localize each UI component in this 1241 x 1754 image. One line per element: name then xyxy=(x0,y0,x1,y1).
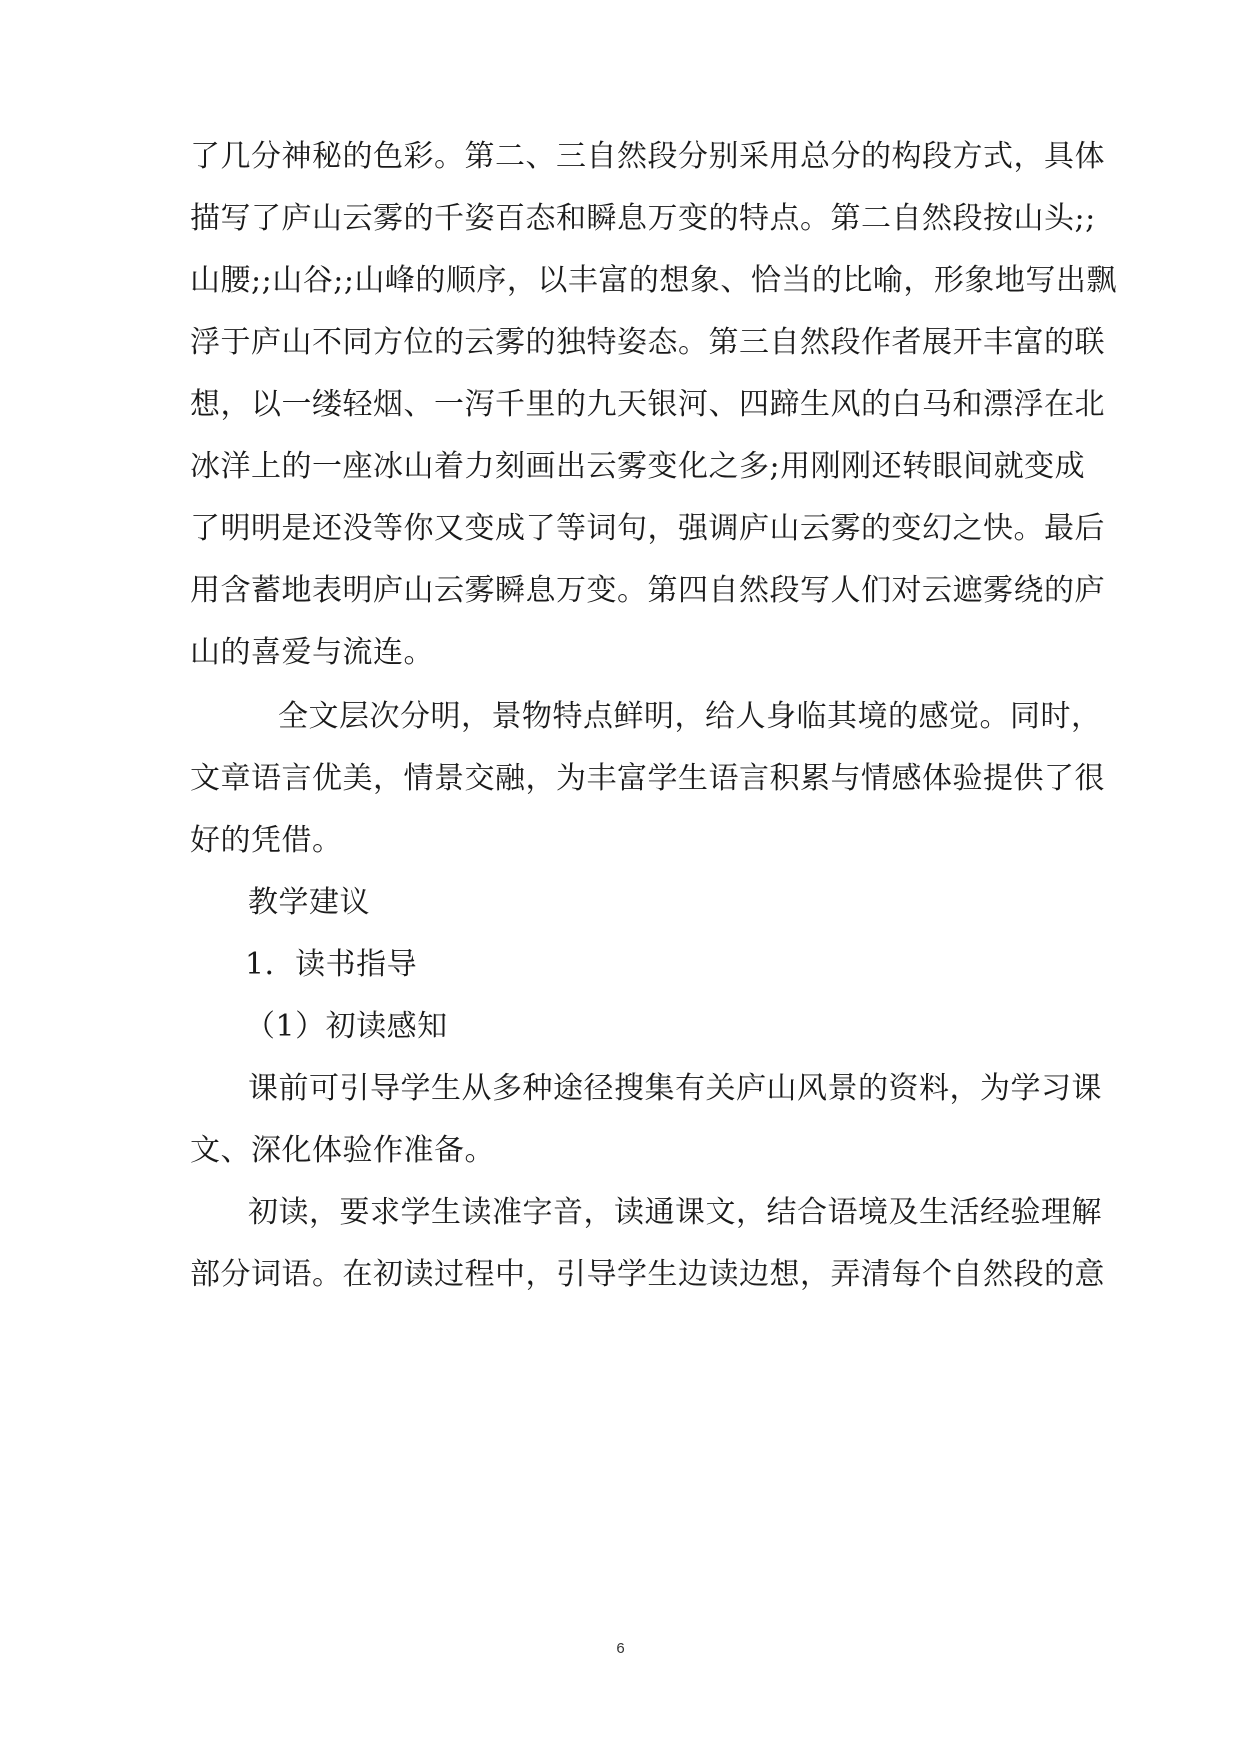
body-text-line: 部分词语。在初读过程中，引导学生边读边想，弄清每个自然段的意 xyxy=(190,1257,1105,1292)
body-text-line: 文章语言优美，情景交融，为丰富学生语言积累与情感体验提供了很 xyxy=(190,761,1105,796)
body-text-line: 冰洋上的一座冰山着力刻画出云雾变化之多;用刚刚还转眼间就变成 xyxy=(190,449,1086,484)
page-number: 6 xyxy=(616,1640,625,1657)
body-text-line: 用含蓄地表明庐山云雾瞬息万变。第四自然段写人们对云遮雾绕的庐 xyxy=(190,573,1105,608)
paragraph-first-line: 初读，要求学生读准字音，读通课文，结合语境及生活经验理解 xyxy=(248,1195,1102,1230)
subsection-heading: （1）初读感知 xyxy=(245,1009,448,1044)
paragraph-first-line: 课前可引导学生从多种途径搜集有关庐山风景的资料，为学习课 xyxy=(248,1071,1102,1106)
paragraph-first-line: 全文层次分明，景物特点鲜明，给人身临其境的感觉。同时， xyxy=(278,699,1102,734)
body-text-line: 了明明是还没等你又变成了等词句，强调庐山云雾的变幻之快。最后 xyxy=(190,511,1105,546)
body-text-line: 山腰;;山谷;;山峰的顺序，以丰富的想象、恰当的比喻，形象地写出飘 xyxy=(190,263,1117,298)
body-text-line: 想，以一缕轻烟、一泻千里的九天银河、四蹄生风的白马和漂浮在北 xyxy=(190,387,1105,422)
body-text-line: 好的凭借。 xyxy=(190,823,343,858)
body-text-line: 描写了庐山云雾的千姿百态和瞬息万变的特点。第二自然段按山头;; xyxy=(190,201,1096,236)
body-text-line: 山的喜爱与流连。 xyxy=(190,635,434,670)
subsection-heading: 1．读书指导 xyxy=(245,947,418,982)
body-text-line: 了几分神秘的色彩。第二、三自然段分别采用总分的构段方式，具体 xyxy=(190,139,1105,174)
body-text-line: 文、深化体验作准备。 xyxy=(190,1133,495,1168)
body-text-line: 浮于庐山不同方位的云雾的独特姿态。第三自然段作者展开丰富的联 xyxy=(190,325,1105,360)
section-heading: 教学建议 xyxy=(248,885,370,920)
